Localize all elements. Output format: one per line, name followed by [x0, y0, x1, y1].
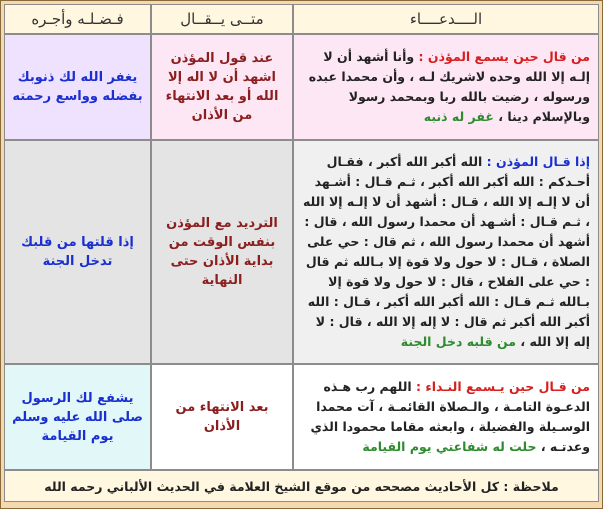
table-row	[4, 34, 599, 140]
header-when: متــى يــقــال	[151, 4, 293, 34]
dua-intro: من قـال حين يـسمع النـداء :	[416, 379, 590, 394]
dua-outro: من قلبه دخل الجنة	[400, 334, 517, 349]
dua-cell	[293, 34, 599, 140]
dua-outro: غفر له ذنبه	[423, 109, 494, 124]
dua-text: الله أكبر الله أكبر ، فقـال أحـدكم : الله أكبر الله أكبر ، ثـم قـال : أشـهد أن لا إلـه إلا الله ، قـال : أشهد أن لا إلـه إلا الله ، ثـم قـال : أشـهد أن محمدا رسول الله ، قال : أشهد أن محمدا رسول الله ، ثم قال : حي على الصلاة ، قـال : لا حول ولا قوة إلا بـالله ثم قال : حي على الفلاح ، قال : لا حول ولا قوة إلا بـالله ثـم قـال : الله أكبر الله أكبر ، قـال : الله أكبر الله أكبر ثم قال : لا إله إلا الله ، قال : لا إله إلا الله ،	[302, 154, 590, 349]
header-merit: فـضـلـه وأجـره	[4, 4, 151, 34]
when-cell: الترديد مع المؤذن بنفس الوقت من بداية الأذان حتى النهاية	[151, 140, 293, 364]
merit-cell: يغفر الله لك ذنوبك بفضله وواسع رحمته	[4, 34, 151, 140]
when-cell: بعد الانتهاء من الأذان	[151, 364, 293, 470]
table-row	[4, 140, 599, 364]
dua-outro: حلت له شفاعتي يوم القيامة	[362, 439, 537, 454]
dua-cell	[293, 140, 599, 364]
dua-intro: من قال حين يسمع المؤذن :	[418, 49, 590, 64]
footnote: ملاحظة : كل الأحاديث مصححه من موقع الشيخ العلامة في الحديث الألباني رحمه الله	[4, 470, 599, 502]
dua-intro: إذا قـال المؤذن :	[486, 154, 590, 169]
dua-text: اللهم رب هـذه الدعـوة التامـة ، والـصلاة القائمـة ، آت محمدا الوسـيلة والفضيلة ، وابعثه مقاما محمودا الذي وعدتـه ،	[310, 379, 590, 454]
when-cell: عند قول المؤذن اشهد أن لا اله إلا الله أو بعد الانتهاء من الأذان	[151, 34, 293, 140]
dua-table	[4, 4, 599, 502]
dua-cell	[293, 364, 599, 470]
note-row	[4, 470, 599, 502]
header-row	[4, 4, 599, 34]
dua-text: وأنا أشهد أن لا إلـه إلا الله وحده لاشريك لـه ، وأن محمدا عبده ورسوله ، رضيت بالله ربا وبمحمد رسولا وبالإسلام دينا ،	[308, 49, 590, 124]
header-dua: الــــدعــــاء	[293, 4, 599, 34]
table-row	[4, 364, 599, 470]
merit-cell: يشفع لك الرسول صلى الله عليه وسلم يوم القيامة	[4, 364, 151, 470]
merit-cell: إذا قلتها من قلبك تدخل الجنة	[4, 140, 151, 364]
